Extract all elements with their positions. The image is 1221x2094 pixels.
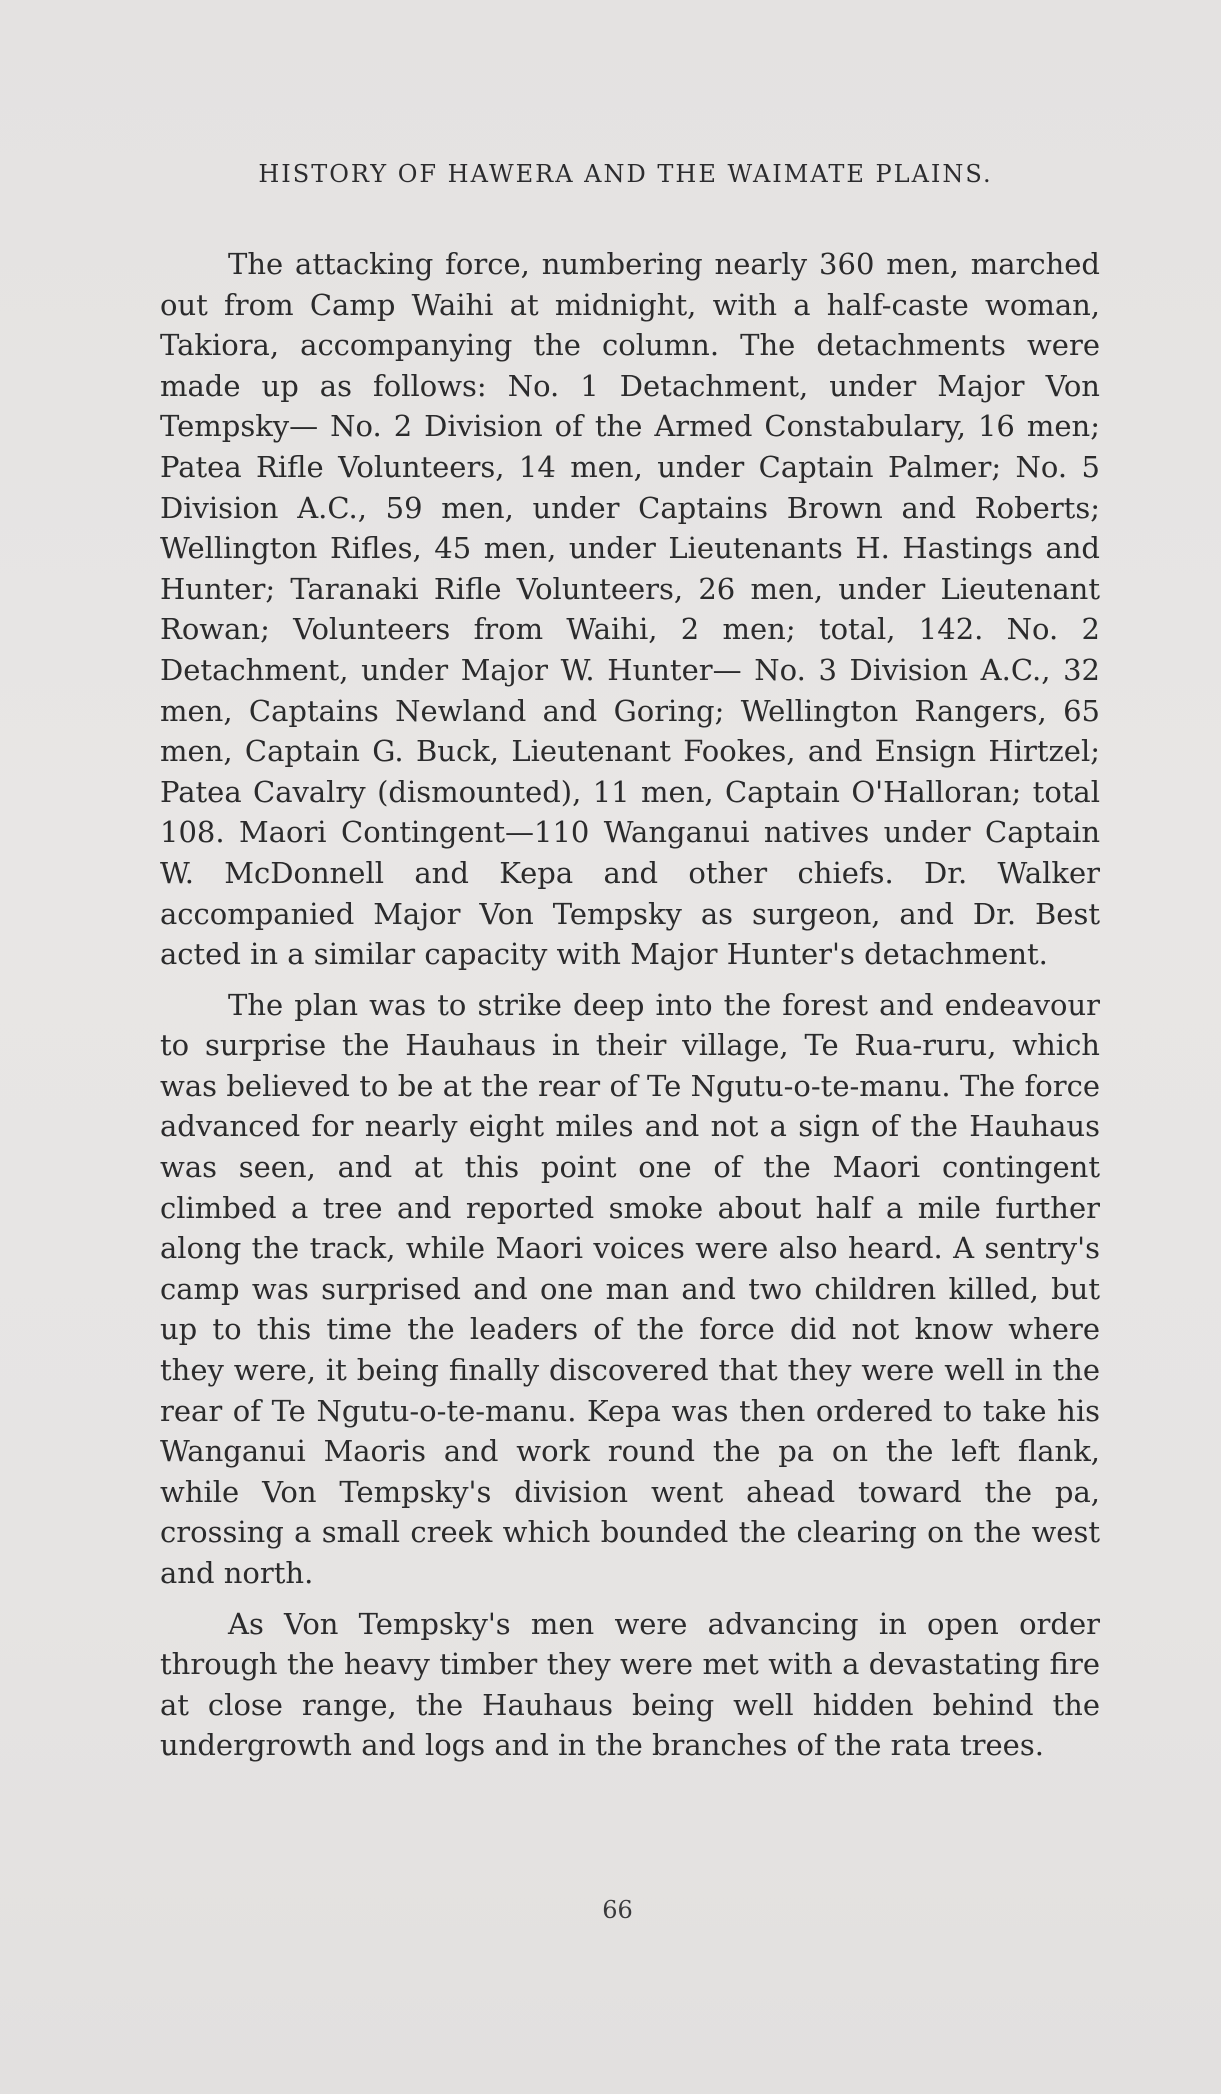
page-number: 66 [602,1896,633,1924]
body-text [160,244,1100,1776]
paragraph-von-tempsky-advance: As Von Tempsky's men were advancing in open order through the heavy timber they were met with a devastating fire at close range, the Hauhaus being well hidden behind the undergrowth and logs and in the branches of the rata trees. [160,1606,1100,1763]
paragraph-attacking-force: The attacking force, numbering nearly 360 men, marched out from Camp Waihi at midnight, with a half-caste woman, Takiora, accompanying the column. The detachments were made up as follows: No. 1 Detachment, under Major Von Tempsky— No. 2 Division of the Armed Constabulary, 16 men; Patea Rifle Volunteers, 14 men, under Captain Palmer; No. 5 Division A.C., 59 men, under Captains Brown and Roberts; Wellington Rifles, 45 men, under Lieutenants H. Hastings and Hunter; Taranaki Rifle Volunteers, 26 men, under Lieutenant Rowan; Volunteers from Waihi, 2 men; total, 142. No. 2 Detachment, under Major W. Hunter— No. 3 Division A.C., 32 men, Captains Newland and Goring; Wellington Rangers, 65 men, Captain G. Buck, Lieutenant Fookes, and Ensign Hirtzel; Patea Cavalry (dismounted), 11 men, Captain O'Halloran; total 108. Maori Contingent—110 Wanganui natives under Captain W. McDonnell and Kepa and other chiefs. Dr. Walker accompanied Major Von Tempsky as surgeon, and Dr. Best acted in a similar capacity with Major Hunter's detachment. [160,247,1100,972]
running-head: HISTORY OF HAWERA AND THE WAIMATE PLAINS. [258,160,993,188]
paragraph-plan: The plan was to strike deep into the forest and endeavour to surprise the Hauhaus in their village, Te Rua-ruru, which was believed to be at the rear of Te Ngutu-o-te-manu. The force advanced for nearly eight miles and not a sign of the Hauhaus was seen, and at this point one of the Maori contingent climbed a tree and reported smoke about half a mile further along the track, while Maori voices were also heard. A sentry's camp was surprised and one man and two children killed, but up to this time the leaders of the force did not know where they were, it being finally discovered that they were well in the rear of Te Ngutu-o-te-manu. Kepa was then ordered to take his Wanganui Maoris and work round the pa on the left flank, while Von Tempsky's division went ahead toward the pa, crossing a small creek which bounded the clearing on the west and north. [160,987,1100,1590]
